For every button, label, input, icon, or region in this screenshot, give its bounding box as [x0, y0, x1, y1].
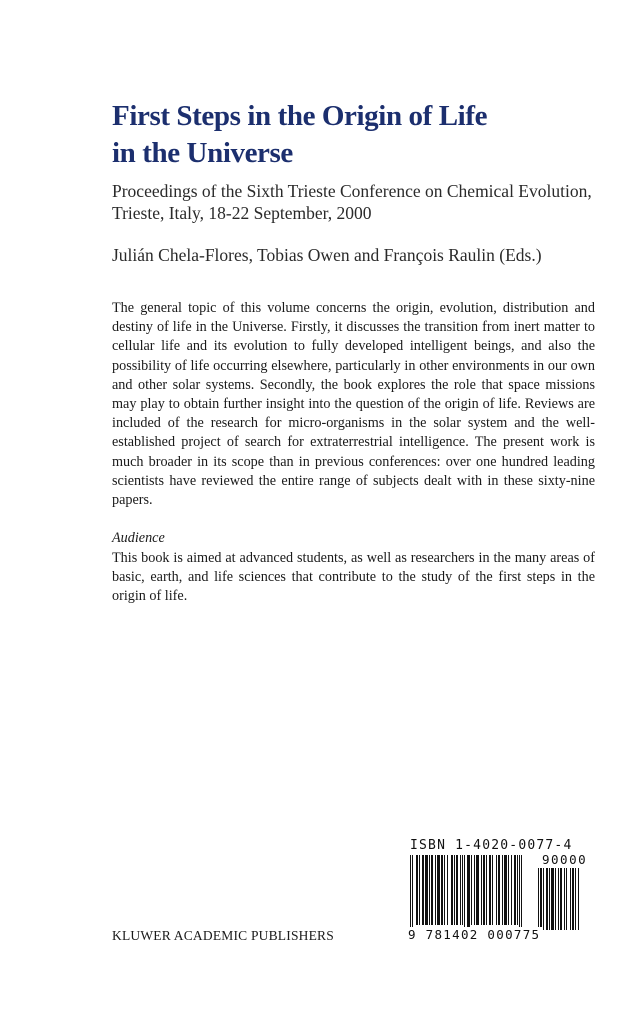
- audience-description: This book is aimed at advanced students, as well as researchers in the many areas of basic, earth, and life sciences that contribute to the study of the first steps in the origin of life.: [112, 550, 595, 605]
- barcode-bar: [435, 855, 436, 925]
- ean-number: 9 781402 000775: [408, 927, 541, 942]
- barcode-bar: [575, 868, 576, 930]
- barcode-bar: [511, 855, 512, 925]
- barcode-bar: [496, 855, 497, 925]
- barcode-bar: [431, 855, 433, 925]
- barcode-bar: [412, 855, 413, 931]
- barcode-bar: [538, 868, 539, 930]
- barcode-bar: [543, 868, 544, 930]
- book-subtitle: [112, 180, 612, 224]
- barcode-bar: [474, 855, 475, 925]
- barcode-bar: [422, 855, 424, 925]
- subtitle-line-1: Proceedings of the Sixth Trieste Conference on Chemical Evolution,: [112, 181, 592, 201]
- barcode-bar: [429, 855, 430, 925]
- barcode-bar: [555, 868, 556, 930]
- barcode-bar: [572, 868, 574, 930]
- book-title: [112, 98, 572, 172]
- barcode-bar: [456, 855, 458, 925]
- barcode-bar: [462, 855, 463, 925]
- barcode-bar: [481, 855, 482, 925]
- barcode-bar: [476, 855, 479, 925]
- barcode-bar: [437, 855, 440, 925]
- barcode-bar: [521, 855, 522, 931]
- barcode-addon-bars: [538, 868, 594, 934]
- barcode-main-bars: [410, 855, 536, 935]
- isbn-barcode: [400, 830, 600, 946]
- book-title-line-2: in the Universe: [112, 137, 293, 169]
- barcode-bar: [444, 855, 445, 925]
- barcode-bar: [410, 855, 411, 931]
- barcode-bar: [514, 855, 516, 925]
- barcode-bar: [471, 855, 472, 925]
- book-editors: Julián Chela-Flores, Tobias Owen and François Raulin (Eds.): [112, 245, 542, 265]
- book-title-line-1: First Steps in the Origin of Life: [112, 100, 488, 132]
- barcode-bar: [508, 855, 509, 925]
- audience-heading: Audience: [112, 530, 165, 546]
- barcode-bar: [578, 868, 579, 930]
- barcode-bar: [489, 855, 491, 925]
- barcode-bar: [519, 855, 520, 931]
- publisher-name: KLUWER ACADEMIC PUBLISHERS: [112, 928, 334, 943]
- subtitle-line-2: Trieste, Italy, 18-22 September, 2000: [112, 203, 372, 223]
- barcode-bar: [517, 855, 518, 925]
- barcode-bar: [454, 855, 455, 925]
- barcode-bar: [425, 855, 428, 925]
- barcode-bar: [483, 855, 485, 925]
- barcode-bar: [416, 855, 418, 925]
- barcode-bar: [441, 855, 443, 925]
- barcode-addon-number: 90000: [542, 852, 588, 867]
- barcode-bar: [546, 868, 548, 930]
- book-description: The general topic of this volume concerns the origin, evolution, distribution and destiny of life in the Universe. Firstly, it discusses the transition from inert matter to cellular life and its evolution to fully developed intelligent beings, and also the possibility of life occurring elsewhere, particularly in other environments in our own and other solar systems. Secondly, the book explores the role that space missions may play to obtain further insight into the question of the origin of life. Reviews are included of the research for micro-organisms in the solar system and the well-established project of search for extraterrestrial intelligence. The present work is much broader in its scope than in previous conferences: over one hundred leading scientists have reviewed the entire range of subjects dealt with in these sixty-nine papers.: [112, 300, 595, 509]
- barcode-bar: [451, 855, 453, 925]
- barcode-bar: [498, 855, 500, 925]
- barcode-bar: [558, 868, 559, 930]
- barcode-bar: [560, 868, 562, 930]
- barcode-bar: [460, 855, 461, 925]
- barcode-bar: [419, 855, 420, 925]
- barcode-bar: [502, 855, 503, 925]
- barcode-bar: [540, 868, 542, 930]
- barcode-bar: [564, 868, 565, 930]
- barcode-bar: [566, 868, 567, 930]
- barcode-bar: [492, 855, 493, 925]
- barcode-bar: [486, 855, 487, 925]
- barcode-bar: [570, 868, 571, 930]
- isbn-text: ISBN 1-4020-0077-4: [410, 838, 573, 853]
- barcode-bar: [551, 868, 554, 930]
- barcode-bar: [549, 868, 550, 930]
- barcode-bar: [504, 855, 507, 925]
- barcode-bar: [467, 855, 470, 931]
- barcode-bar: [447, 855, 448, 925]
- barcode-bar: [464, 855, 465, 931]
